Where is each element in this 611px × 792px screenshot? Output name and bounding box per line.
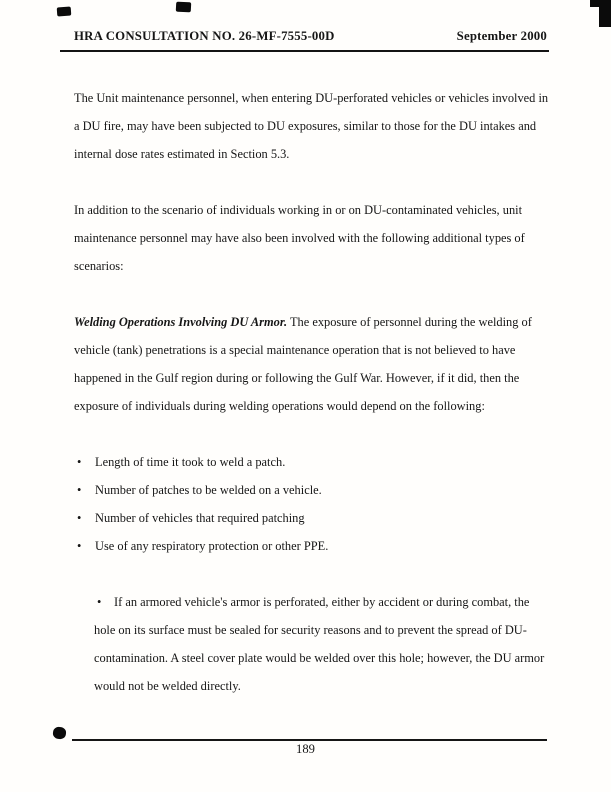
scan-artifact-top-left <box>57 7 72 17</box>
paragraph-unit-maintenance: The Unit maintenance personnel, when entering DU-perforated vehicles or vehicles involved in a DU fire, may have been subjected to DU exposures, similar to those for the DU intakes and internal dose rates estimated in Section 5.3. <box>74 91 549 161</box>
list-item-text: Number of vehicles that required patching <box>95 511 305 525</box>
bullet-icon: • <box>77 511 82 525</box>
welding-body-text: The exposure of personnel during the welding of vehicle (tank) penetrations is a special maintenance operation that is not believed to have happened in the Gulf region during or following the Gulf War. However, if it did, then the exposure of individuals during welding operations would depend on the following: <box>74 315 532 413</box>
list-item-text: Length of time it took to weld a patch. <box>95 455 286 469</box>
bullet-icon: • <box>77 539 82 553</box>
scan-artifact-top-right-2 <box>590 0 611 7</box>
list-item-text: Use of any respiratory protection or other PPE. <box>95 539 329 553</box>
paragraph-additional-scenarios: In addition to the scenario of individuals working in or on DU-contaminated vehicles, unit maintenance personnel may have also been involved with the following additional types of scenarios: <box>74 203 525 273</box>
list-item <box>74 504 552 532</box>
bullet-list <box>74 448 552 560</box>
list-item <box>74 532 552 560</box>
scan-artifact-bottom-left <box>52 726 67 740</box>
document-body <box>74 84 552 700</box>
list-item <box>74 448 552 476</box>
header-consultation-number: HRA CONSULTATION NO. 26-MF-7555-00D <box>74 29 335 43</box>
bullet-icon: • <box>77 455 82 469</box>
bullet-icon: • <box>77 483 82 497</box>
scan-artifact-top-middle <box>176 2 192 13</box>
header-date: September 2000 <box>456 29 547 43</box>
list-item <box>74 476 552 504</box>
list-item-text: Number of patches to be welded on a vehicle. <box>95 483 322 497</box>
welding-heading: Welding Operations Involving DU Armor. <box>74 315 288 329</box>
sub-bullet-text: If an armored vehicle's armor is perforated, either by accident or during combat, the hole on its surface must be sealed for security reasons and to prevent the spread of DU-contamination. A steel cover plate would be welded over this hole; however, the DU armor would not be welded directly. <box>94 595 545 693</box>
document-header <box>74 29 547 44</box>
page-number: 189 <box>296 742 315 756</box>
bullet-icon: • <box>97 595 102 609</box>
header-rule <box>60 50 549 52</box>
paragraph-welding-operations <box>74 308 552 420</box>
sub-bullet-paragraph <box>74 588 552 700</box>
